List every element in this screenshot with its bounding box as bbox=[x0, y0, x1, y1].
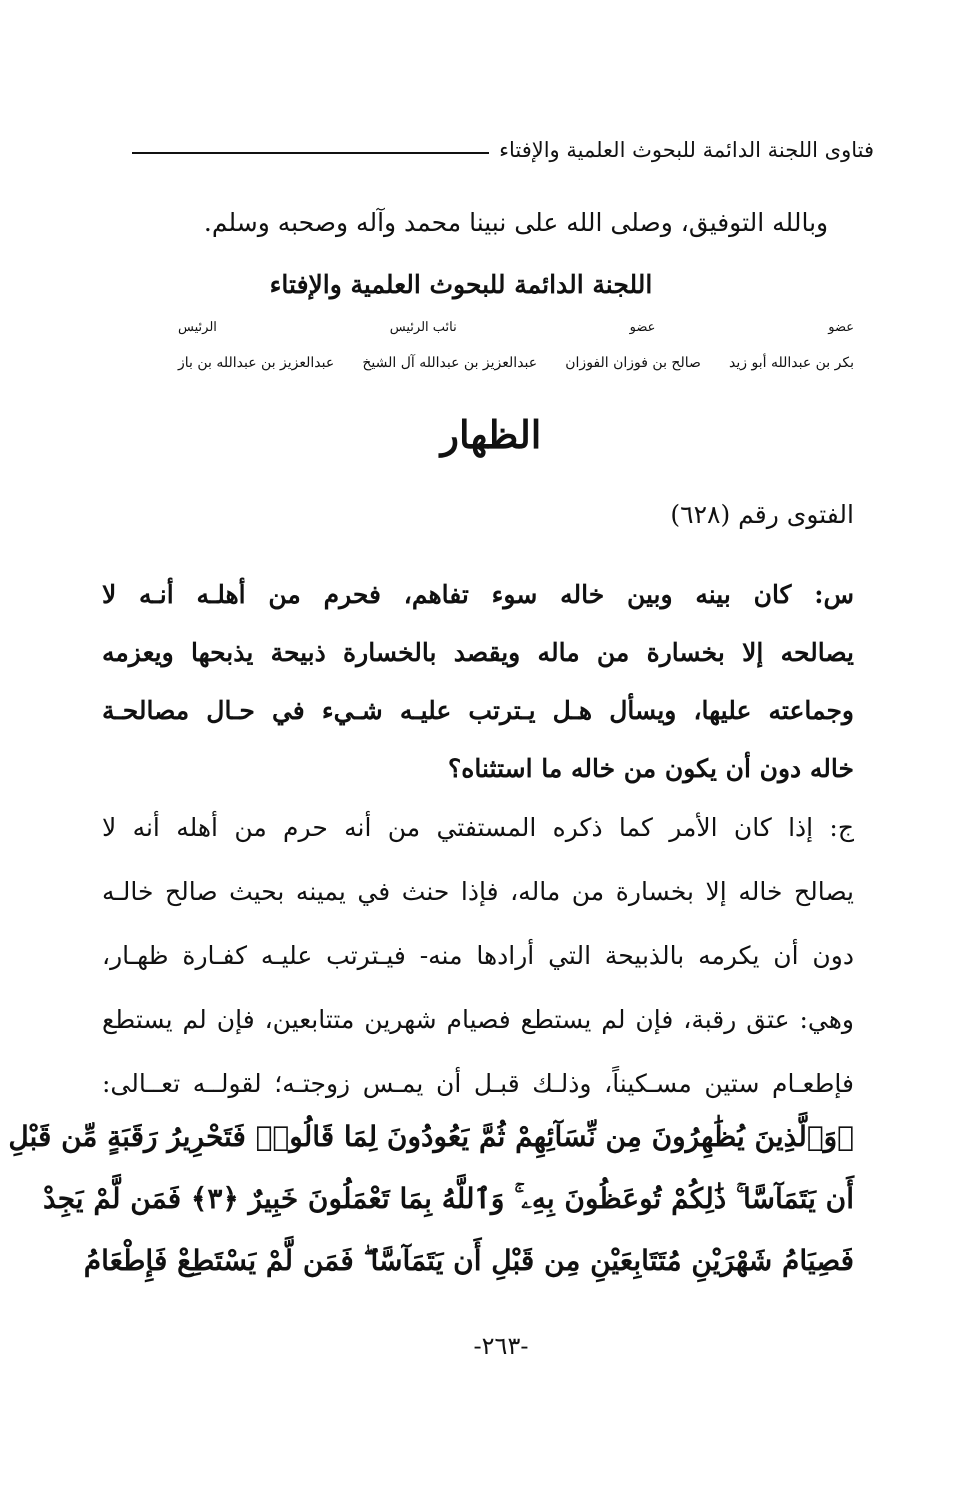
section-title: الظهار bbox=[440, 412, 542, 457]
quran-line: ﴿وَٱلَّذِينَ يُظَٰهِرُونَ مِن نِّسَآئِهِمْ ثُمَّ يَعُودُونَ لِمَا قَالُوا۟ فَتَحْرِيرُ رَقَبَةٍ مِّن قَبْلِ bbox=[8, 1120, 854, 1153]
closing-line: وبالله التوفيق، وصلى الله على نبينا محمد وآله وصحبه وسلم. bbox=[203, 208, 829, 237]
page-number: -٢٦٣- bbox=[473, 1332, 529, 1360]
question-line: وجماعته عليها، ويسأل هـل يـترتب عليـه شـيء في حـال مصالحـة bbox=[102, 696, 854, 725]
committee-title: اللجنة الدائمة للبحوث العلمية والإفتاء bbox=[269, 270, 653, 299]
signatory-role: عضو bbox=[629, 320, 656, 335]
header-rule bbox=[132, 152, 489, 154]
signatory-roles bbox=[178, 320, 854, 335]
quran-line: أَن يَتَمَآسَّا ۚ ذَٰلِكُمْ تُوعَظُونَ بِهِۦ ۚ وَٱللَّهُ بِمَا تَعْمَلُونَ خَبِيرٌ ﴿٣﴾ فَمَن لَّمْ يَجِدْ bbox=[43, 1182, 854, 1215]
question-line: س: كان بينه وبين خاله سوء تفاهم، فحرم من أهلـه أنـه لا bbox=[102, 580, 854, 609]
signatory-names bbox=[178, 355, 854, 371]
signatory-role: نائب الرئيس bbox=[389, 320, 457, 335]
signatory-name: بكر بن عبدالله أبو زيد bbox=[729, 355, 854, 371]
question-line: خاله دون أن يكون من خاله ما استثناه؟ bbox=[448, 754, 854, 783]
signatory-role: عضو bbox=[828, 320, 854, 335]
answer-line: يصالح خاله إلا بخسارة من ماله، فإذا حنث في يمينه بحيث صالح خالـه bbox=[102, 877, 854, 906]
running-header bbox=[132, 138, 874, 162]
answer-line: دون أن يكرمه بالذبيحة التي أرادها منه- فيـترتب عليـه كفـارة ظهـار، bbox=[102, 941, 855, 970]
signatory-name: عبدالعزيز بن عبدالله آل الشيخ bbox=[362, 355, 538, 371]
signatory-name: صالح بن فوزان الفوزان bbox=[565, 355, 701, 371]
fatwa-number: الفتوى رقم (٦٢٨) bbox=[670, 500, 854, 529]
quran-verse bbox=[8, 1106, 854, 1292]
question-paragraph bbox=[102, 566, 854, 798]
running-header-title: فتاوى اللجنة الدائمة للبحوث العلمية والإفتاء bbox=[499, 138, 874, 162]
quran-line: فَصِيَامُ شَهْرَيْنِ مُتَتَابِعَيْنِ مِن قَبْلِ أَن يَتَمَآسَّا ۖ فَمَن لَّمْ يَسْتَطِعْ فَإِطْعَامُ bbox=[83, 1244, 854, 1277]
signatory-role: الرئيس bbox=[178, 320, 217, 335]
answer-line: فإطعـام ستين مسـكيناً، وذلـك قبـل أن يمـس زوجتـه؛ لقولــه تعــالى: bbox=[102, 1069, 854, 1098]
answer-paragraph bbox=[102, 796, 854, 1116]
signatory-name: عبدالعزيز بن عبدالله بن باز bbox=[178, 355, 335, 371]
answer-line: ج: إذا كان الأمر كما ذكره المستفتي من أنه حرم من أهله أنه لا bbox=[102, 813, 854, 842]
question-line: يصالحه إلا بخسارة من ماله ويقصد بالخسارة ذبيحة يذبحها ويعزمه bbox=[102, 638, 854, 667]
answer-line: وهي: عتق رقبة، فإن لم يستطع فصيام شهرين متتابعين، فإن لم يستطع bbox=[102, 1005, 854, 1034]
